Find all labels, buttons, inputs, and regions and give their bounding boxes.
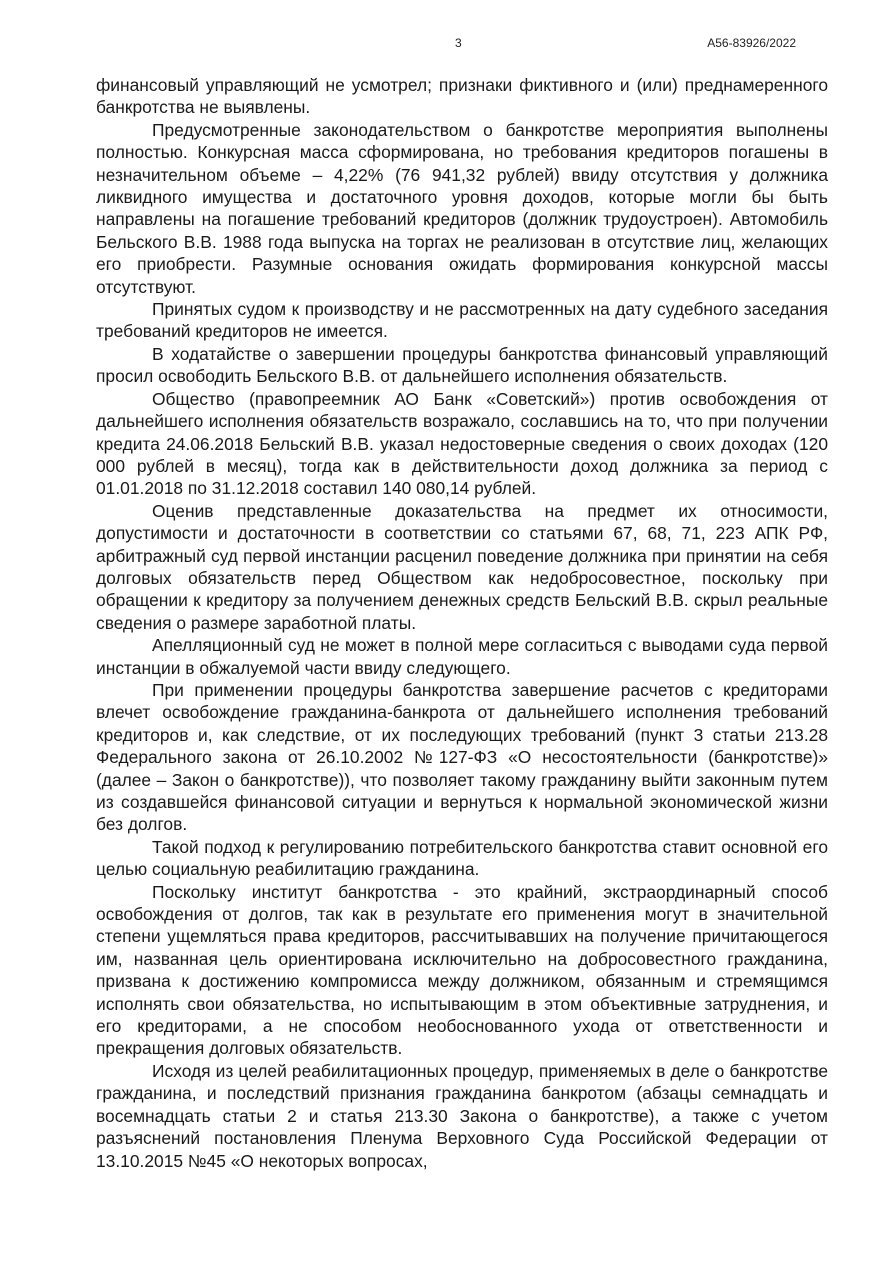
case-number: А56-83926/2022 bbox=[707, 36, 796, 50]
paragraph-5: Общество (правопреемник АО Банк «Советский») против освобождения от дальнейшего исполнения обязательств возражало, сославшись на то, что при получении кредита 24.06.2018 Бельский В.В. указал недостоверные сведения о своих доходах (120 000 рублей в месяц), тогда как в действительности доход должника за период с 01.01.2018 по 31.12.2018 составил 140 080,14 рублей. bbox=[96, 388, 828, 499]
paragraph-8: При применении процедуры банкротства завершение расчетов с кредиторами влечет освобождение гражданина-банкрота от дальнейшего исполнения требований кредиторов и, как следствие, от их последующих требований (пункт 3 статьи 213.28 Федерального закона от 26.10.2002 №127-ФЗ «О несостоятельности (банкротстве)» (далее – Закон о банкротстве)), что позволяет такому гражданину выйти законным путем из создавшейся финансовой ситуации и вернуться к нормальной экономической жизни без долгов. bbox=[96, 679, 828, 835]
paragraph-2: Предусмотренные законодательством о банкротстве мероприятия выполнены полностью. Конкурсная масса сформирована, но требования кредиторов погашены в незначительном объеме – 4,22% (76 941,32 рублей) ввиду отсутствия у должника ликвидного имущества и достаточного уровня доходов, которые могли бы быть направлены на погашение требований кредиторов (должник трудоустроен). Автомобиль Бельского В.В. 1988 года выпуска на торгах не реализован в отсутствие лиц, желающих его приобрести. Разумные основания ожидать формирования конкурсной массы отсутствуют. bbox=[96, 119, 828, 297]
paragraph-4: В ходатайстве о завершении процедуры банкротства финансовый управляющий просил освободить Бельского В.В. от дальнейшего исполнения обязательств. bbox=[96, 343, 828, 387]
paragraph-11: Исходя из целей реабилитационных процедур, применяемых в деле о банкротстве гражданина, и последствий признания гражданина банкротом (абзацы семнадцать и восемнадцать статьи 2 и статья 213.30 Закона о банкротстве), а также с учетом разъяснений постановления Пленума Верховного Суда Российской Федерации от 13.10.2015 №45 «О некоторых вопросах, bbox=[96, 1060, 828, 1171]
paragraph-9: Такой подход к регулированию потребительского банкротства ставит основной его целью социальную реабилитацию гражданина. bbox=[96, 836, 828, 880]
paragraph-3: Принятых судом к производству и не рассмотренных на дату судебного заседания требований кредиторов не имеется. bbox=[96, 299, 828, 342]
paragraph-1: финансовый управляющий не усмотрел; признаки фиктивного и (или) преднамеренного банкротства не выявлены. bbox=[96, 75, 828, 118]
paragraph-10: Поскольку институт банкротства - это крайний, экстраординарный способ освобождения от долгов, так как в результате его применения могут в значительной степени ущемляться права кредиторов, рассчитывавших на получение причитающегося им, названная цель ориентирована исключительно на добросовестного гражданина, призвана к достижению компромисса между должником, обязанным и стремящимся исполнять свои обязательства, но испытывающим в этом объективные затруднения, и его кредиторами, а не способом необоснованного ухода от ответственности и прекращения долговых обязательств. bbox=[96, 881, 828, 1059]
paragraph-6: Оценив представленные доказательства на предмет их относимости, допустимости и достаточности в соответствии со статьями 67, 68, 71, 223 АПК РФ, арбитражный суд первой инстанции расценил поведение должника при принятии на себя долговых обязательств перед Обществом как недобросовестное, поскольку при обращении к кредитору за получением денежных средств Бельский В.В. скрыл реальные сведения о размере заработной платы. bbox=[96, 500, 828, 633]
page-header bbox=[0, 36, 892, 56]
document-body bbox=[96, 74, 828, 1172]
paragraph-7: Апелляционный суд не может в полной мере согласиться с выводами суда первой инстанции в обжалуемой части ввиду следующего. bbox=[96, 635, 828, 678]
page-number: 3 bbox=[455, 36, 462, 50]
